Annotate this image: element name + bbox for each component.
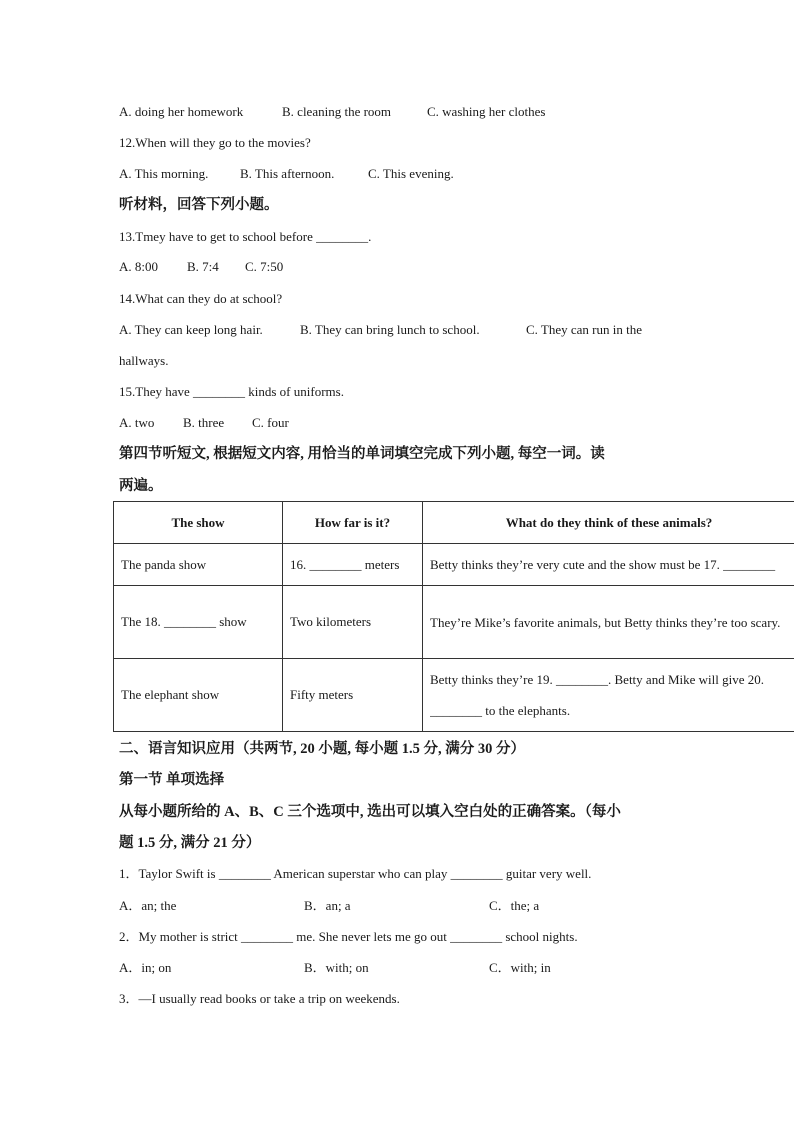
g2-question: 2．My mother is strict ________ me. She never lets me go out ________ school nights. bbox=[119, 929, 578, 944]
table-cell: The 18. ________ show bbox=[121, 614, 247, 629]
q14-option-a: A. They can keep long hair. bbox=[119, 322, 263, 337]
table-header-row bbox=[114, 502, 794, 544]
q12-question: 12.When will they go to the movies? bbox=[119, 135, 311, 150]
g2-option-c: C．with; in bbox=[489, 960, 551, 975]
table-row bbox=[114, 659, 794, 732]
q15-options bbox=[119, 415, 719, 431]
q12-option-a: A. This morning. bbox=[119, 166, 209, 181]
part4-heading-line1: 第四节听短文, 根据短文内容, 用恰当的单词填空完成下列小题, 每空一词。读 bbox=[119, 446, 605, 462]
q14-option-c: C. They can run in the bbox=[526, 322, 643, 337]
table-cell: 16. ________ meters bbox=[290, 556, 400, 572]
part4-heading-line2: 两遍。 bbox=[119, 478, 163, 494]
q13-option-c: C. 7:50 bbox=[245, 259, 284, 274]
g2-option-a: A．in; on bbox=[119, 960, 172, 975]
g1-options bbox=[119, 898, 719, 914]
table-header-show: The show bbox=[114, 502, 283, 544]
q14-question: 14.What can they do at school? bbox=[119, 291, 283, 306]
g1-option-c: C．the; a bbox=[489, 898, 540, 913]
table-cell: Betty thinks they’re 19. ________. Betty and Mike will give 20. ________ to the elephants. bbox=[430, 672, 764, 718]
q13-options bbox=[119, 259, 719, 275]
g3-question: 3．—I usually read books or take a trip on weekends. bbox=[119, 991, 400, 1006]
table-row bbox=[114, 544, 794, 586]
q11-options bbox=[119, 104, 719, 120]
instruction-line1: 从每小题所给的 A、B、C 三个选项中, 选出可以填入空白处的正确答案。（每小 bbox=[119, 804, 621, 820]
zoo-show-table bbox=[113, 501, 794, 732]
q15-option-a: A. two bbox=[119, 415, 155, 430]
q13-question: 13.Tmey have to get to school before ________. bbox=[119, 229, 372, 244]
table-cell: The panda show bbox=[121, 556, 207, 572]
table-cell: They’re Mike’s favorite animals, but Betty thinks they’re too scary. bbox=[430, 614, 781, 630]
q14-continuation: hallways. bbox=[119, 353, 169, 368]
q13-option-b: B. 7:4 bbox=[187, 259, 219, 274]
q13-option-a: A. 8:00 bbox=[119, 259, 158, 274]
g1-option-b: B．an; a bbox=[304, 898, 351, 913]
table-cell: The elephant show bbox=[121, 687, 220, 702]
instruction-line2: 题 1.5 分, 满分 21 分） bbox=[119, 835, 261, 851]
part2-heading: 二、语言知识应用（共两节, 20 小题, 每小题 1.5 分, 满分 30 分） bbox=[119, 741, 525, 757]
q11-option-c: C. washing her clothes bbox=[427, 104, 546, 119]
table-cell: Betty thinks they’re very cute and the show must be 17. ________ bbox=[430, 556, 776, 572]
q12-option-b: B. This afternoon. bbox=[240, 166, 335, 181]
table-row bbox=[114, 586, 794, 659]
q14-options bbox=[119, 322, 719, 338]
q12-options bbox=[119, 166, 719, 182]
q15-question: 15.They have ________ kinds of uniforms. bbox=[119, 384, 344, 399]
table-cell: Two kilometers bbox=[290, 614, 372, 629]
section-listen-heading: 听材料，回答下列小题。 bbox=[119, 197, 279, 213]
q15-option-b: B. three bbox=[183, 415, 225, 430]
q14-option-b: B. They can bring lunch to school. bbox=[300, 322, 480, 337]
table-cell: Fifty meters bbox=[290, 687, 354, 702]
g1-option-a: A．an; the bbox=[119, 898, 177, 913]
q11-option-a: A. doing her homework bbox=[119, 104, 244, 119]
q12-option-c: C. This evening. bbox=[368, 166, 454, 181]
section1-heading: 第一节 单项选择 bbox=[119, 772, 225, 788]
q15-option-c: C. four bbox=[252, 415, 289, 430]
g2-options bbox=[119, 960, 719, 976]
g2-option-b: B．with; on bbox=[304, 960, 369, 975]
table-header-distance: How far is it? bbox=[283, 502, 423, 544]
table-header-opinion: What do they think of these animals? bbox=[423, 502, 794, 544]
q11-option-b: B. cleaning the room bbox=[282, 104, 392, 119]
g1-question: 1．Taylor Swift is ________ American superstar who can play ________ guitar very well. bbox=[119, 866, 592, 881]
